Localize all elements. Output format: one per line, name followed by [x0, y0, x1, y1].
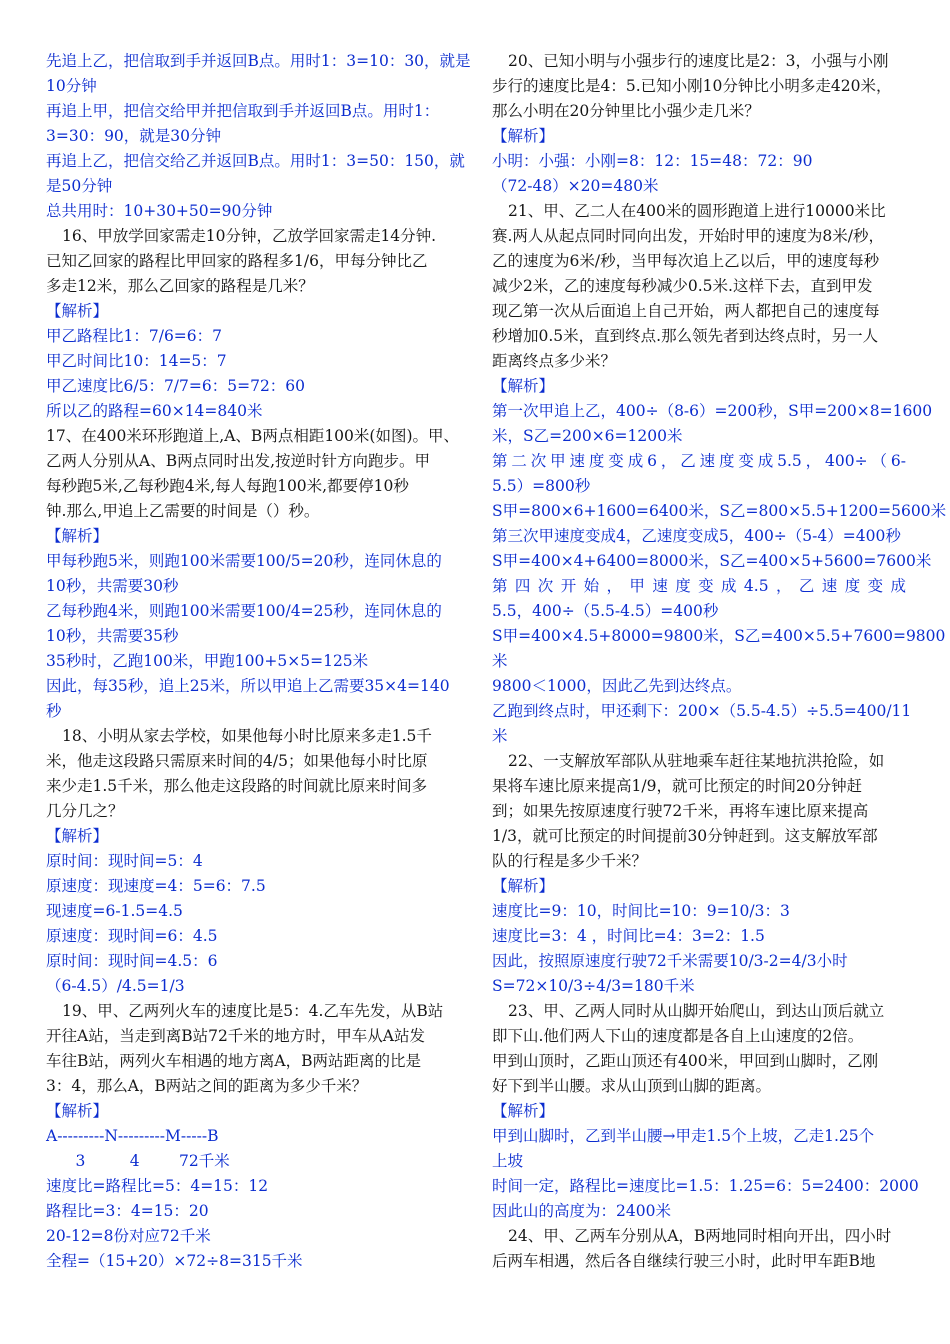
solution-line: 第一次甲追上乙，400÷（8-6）=200秒，S甲=200×8=1600 — [492, 402, 933, 420]
question-line: 队的行程是多少千米？ — [492, 852, 648, 870]
solution-line: 9800＜1000，因此乙先到达终点。 — [492, 677, 742, 695]
solution-line: （6-4.5）/4.5=1/3 — [46, 977, 185, 995]
question-line: 步行的速度比是4：5.已知小刚10分钟比小明多走420米， — [492, 77, 892, 95]
solution-line: 再追上乙，把信交给乙并返回B点。用时1：3=50：150，就 — [46, 152, 465, 170]
solution-line: 10分钟 — [46, 77, 97, 95]
solution-line: 甲到山脚时，乙到半山腰→甲走1.5个上坡，乙走1.25个 — [492, 1127, 875, 1145]
question-line: 18、小明从家去学校，如果他每小时比原来多走1.5千 — [62, 727, 432, 745]
solution-line: 甲乙路程比1：7/6=6：7 — [46, 327, 223, 345]
solution-line: 路程比=3：4=15：20 — [46, 1202, 209, 1220]
solution-line: 5.5）=800秒 — [492, 477, 591, 495]
solution-line: 时间一定，路程比=速度比=1.5：1.25=6：5=2400：2000 — [492, 1177, 919, 1195]
question-line: 赛.两人从起点同时同向出发，开始时甲的速度为8米/秒， — [492, 227, 885, 245]
solution-line: 【解析】 — [492, 127, 555, 145]
question-line: 已知乙回家的路程比甲回家的路程多1/6，甲每分钟比乙 — [46, 252, 428, 270]
question-line: 后两车相遇，然后各自继续行驶三小时，此时甲车距B地 — [492, 1252, 876, 1270]
question-line: 几分几之？ — [46, 802, 124, 820]
solution-line: 米，S乙=200×6=1200米 — [492, 427, 683, 445]
question-line: 来少走1.5千米，那么他走这段路的时间就比原来时间多 — [46, 777, 428, 795]
question-line: 3：4，那么A，B两站之间的距离为多少千米？ — [46, 1077, 368, 1095]
question-line: 即下山.他们两人下山的速度都是各自上山速度的2倍。 — [492, 1027, 864, 1045]
solution-line: 因此，按照原速度行驶72千米需要10/3-2=4/3小时 — [492, 952, 848, 970]
solution-line: 【解析】 — [46, 1102, 109, 1120]
solution-line: 现速度=6-1.5=4.5 — [46, 902, 183, 920]
solution-line: 乙每秒跑4米，则跑100米需要100/4=25秒，连同休息的 — [46, 602, 442, 620]
solution-line: 甲乙时间比10：14=5：7 — [46, 352, 227, 370]
solution-line: 10秒，共需要30秒 — [46, 577, 179, 595]
solution-line: 第四次开始，甲速度变成4.5，乙速度变成 — [492, 577, 906, 595]
solution-line: 乙跑到终点时，甲还剩下：200×（5.5-4.5）÷5.5=400/11 — [492, 702, 912, 720]
solution-line: 是50分钟 — [46, 177, 113, 195]
question-line: 到；如果先按原速度行驶72千米，再将车速比原来提高 — [492, 802, 869, 820]
question-line: 19、甲、乙两列火车的速度比是5：4.乙车先发，从B站 — [62, 1002, 444, 1020]
solution-line: 3 4 72千米 — [46, 1152, 230, 1170]
question-line: 车往B站，两列火车相遇的地方离A，B两站距离的比是 — [46, 1052, 421, 1070]
question-line: 21、甲、乙二人在400米的圆形跑道上进行10000米比 — [508, 202, 886, 220]
question-line: 甲到山顶时，乙距山顶还有400米，甲回到山脚时，乙刚 — [492, 1052, 879, 1070]
solution-line: 原速度：现速度=4：5=6：7.5 — [46, 877, 266, 895]
solution-line: 再追上甲，把信交给甲并把信取到手并返回B点。用时1： — [46, 102, 440, 120]
question-line: 距离终点多少米？ — [492, 352, 617, 370]
question-line: 乙两人分别从A、B两点同时出发,按逆时针方向跑步。甲 — [46, 452, 431, 470]
solution-line: S甲=400×4.5+8000=9800米，S乙=400×5.5+7600=9800 — [492, 627, 946, 645]
question-line: 22、一支解放军部队从驻地乘车赶往某地抗洪抢险，如 — [508, 752, 885, 770]
solution-line: A---------N---------M-----B — [46, 1127, 219, 1145]
right-column — [492, 49, 947, 1274]
solution-line: 因此山的高度为：2400米 — [492, 1202, 671, 1220]
question-line: 20、已知小明与小强步行的速度比是2：3，小强与小刚 — [508, 52, 889, 70]
question-line: 那么小明在20分钟里比小强少走几米？ — [492, 102, 760, 120]
left-column — [46, 49, 471, 1274]
solution-line: 总共用时：10+30+50=90分钟 — [46, 202, 273, 220]
solution-line: （72-48）×20=480米 — [492, 177, 659, 195]
solution-line: 5.5，400÷（5.5-4.5）=400秒 — [492, 602, 719, 620]
question-line: 多走12米，那么乙回家的路程是几米？ — [46, 277, 314, 295]
solution-line: 因此，每35秒，追上25米，所以甲追上乙需要35×4=140 — [46, 677, 450, 695]
question-line: 23、甲、乙两人同时从山脚开始爬山，到达山顶后就立 — [508, 1002, 885, 1020]
solution-line: 秒 — [46, 702, 62, 720]
solution-line: 【解析】 — [46, 827, 109, 845]
solution-line: 甲每秒跑5米，则跑100米需要100/5=20秒，连同休息的 — [46, 552, 442, 570]
solution-line: 先追上乙，把信取到手并返回B点。用时1：3=10：30，就是 — [46, 52, 471, 70]
solution-line: 小明：小强：小刚=8：12：15=48：72：90 — [492, 152, 813, 170]
solution-line: 【解析】 — [46, 302, 109, 320]
question-line: 米，他走这段路只需原来时间的4/5；如果他每小时比原 — [46, 752, 428, 770]
solution-line: 20-12=8份对应72千米 — [46, 1227, 211, 1245]
question-line: 果将车速比原来提高1/9，就可比预定的时间20分钟赶 — [492, 777, 863, 795]
question-line: 17、在400米环形跑道上,A、B两点相距100米(如图)。甲、 — [46, 427, 459, 445]
question-line: 16、甲放学回家需走10分钟，乙放学回家需走14分钟. — [62, 227, 437, 245]
solution-line: 【解析】 — [492, 877, 555, 895]
question-line: 减少2米，乙的速度每秒减少0.5米.这样下去，直到甲发 — [492, 277, 873, 295]
question-line: 乙的速度为6米/秒，当甲每次追上乙以后，甲的速度每秒 — [492, 252, 880, 270]
solution-line: 原时间：现时间=5：4 — [46, 852, 203, 870]
solution-line: 所以乙的路程=60×14=840米 — [46, 402, 263, 420]
question-line: 钟.那么,甲追上乙需要的时间是（）秒。 — [46, 502, 320, 520]
solution-line: 35秒时，乙跑100米，甲跑100+5×5=125米 — [46, 652, 369, 670]
solution-line: S甲=800×6+1600=6400米，S乙=800×5.5+1200=5600米 — [492, 502, 947, 520]
solution-line: 甲乙速度比6/5：7/7=6：5=72：60 — [46, 377, 306, 395]
question-line: 现乙第一次从后面追上自己开始，两人都把自己的速度每 — [492, 302, 880, 320]
question-line: 1/3，就可比预定的时间提前30分钟赶到。这支解放军部 — [492, 827, 878, 845]
solution-line: 上坡 — [492, 1152, 524, 1170]
solution-line: 速度比=3：4 ，时间比=4：3=2：1.5 — [492, 927, 765, 945]
solution-line: 【解析】 — [492, 377, 555, 395]
solution-line: 速度比=路程比=5：4=15：12 — [46, 1177, 269, 1195]
solution-line: S甲=400×4+6400=8000米，S乙=400×5+5600=7600米 — [492, 552, 932, 570]
solution-line: 【解析】 — [492, 1102, 555, 1120]
solution-line: 原速度：现时间=6：4.5 — [46, 927, 218, 945]
solution-line: S=72×10/3÷4/3=180千米 — [492, 977, 695, 995]
solution-line: 第三次甲速度变成4，乙速度变成5，400÷（5-4）=400秒 — [492, 527, 901, 545]
question-line: 好下到半山腰。求从山顶到山脚的距离。 — [492, 1077, 772, 1095]
question-line: 每秒跑5米,乙每秒跑4米,每人每跑100米,都要停10秒 — [46, 477, 409, 495]
solution-line: 米 — [492, 652, 508, 670]
solution-line: 3=30：90，就是30分钟 — [46, 127, 222, 145]
solution-line: 10秒，共需要35秒 — [46, 627, 179, 645]
solution-line: 速度比=9：10，时间比=10：9=10/3：3 — [492, 902, 790, 920]
solution-line: 全程=（15+20）×72÷8=315千米 — [46, 1252, 303, 1270]
solution-line: 【解析】 — [46, 527, 109, 545]
solution-line: 米 — [492, 727, 508, 745]
question-line: 24、甲、乙两车分别从A，B两地同时相向开出，四小时 — [508, 1227, 892, 1245]
question-line: 秒增加0.5米，直到终点.那么领先者到达终点时，另一人 — [492, 327, 879, 345]
solution-line: 第二次甲速度变成6，乙速度变成5.5，400÷（6- — [492, 452, 906, 470]
solution-line: 原时间：现时间=4.5：6 — [46, 952, 218, 970]
question-line: 开往A站，当走到离B站72千米的地方时，甲车从A站发 — [46, 1027, 426, 1045]
